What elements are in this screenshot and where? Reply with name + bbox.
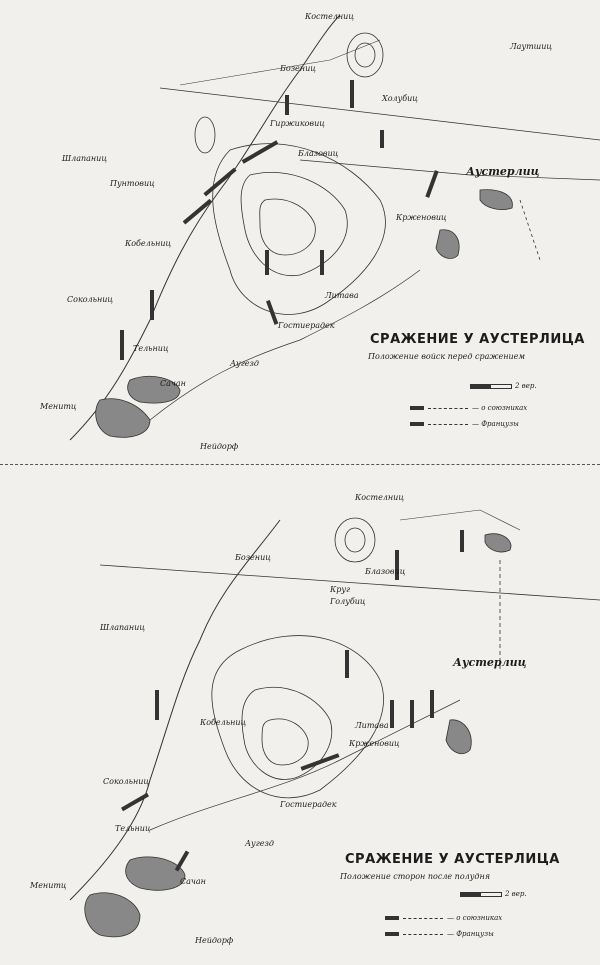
place-telnitz: Тельниц [133,344,169,353]
place-lautschitz: Лаутшиц [510,42,552,51]
place-bosenitz: Бозениц [280,64,316,73]
place-neudorf: Нейдорф [200,442,239,451]
place-bosenitz-b: Бозениц [235,553,271,562]
place-aujezd: Аугезд [230,359,259,368]
place-aujezd-b: Аугезд [245,839,274,848]
place-telnitz-b: Тельниц [115,824,151,833]
top-legend-french: — Французы [410,420,519,428]
allies-bar-icon [385,916,399,920]
place-krzenowitz-b: Крженовиц [349,739,400,748]
scale-label: 2 вер. [505,890,527,898]
place-gostieradek: Гостиерадек [278,321,335,330]
scale-bar [470,384,512,389]
scale-bar [460,892,502,897]
place-menitz-b: Менитц [30,881,67,890]
place-blaziowitz-b: Блазовиц [365,567,406,576]
top-legend-allies: — о союзниках [410,404,527,412]
place-krug-b: Круг [330,585,350,594]
place-puntowitz: Пунтовиц [110,179,155,188]
scale-label: 2 вер. [515,382,537,390]
place-holubitz-b: Голубиц [330,597,366,606]
french-bar-icon [410,422,424,426]
place-satschan-b: Сачан [180,877,206,886]
bottom-map-units [121,530,464,872]
place-blaziowitz: Блазовиц [298,149,339,158]
top-map-terrain [70,12,600,440]
place-litawa: Литава [325,291,359,300]
place-holubitz: Холубиц [382,94,418,103]
place-austerlitz: Аустерлиц [466,165,540,178]
place-kobelnitz: Костелниц [305,12,354,21]
place-schlapanitz: Шлапаниц [62,154,107,163]
place-litawa-b: Литава [355,721,389,730]
place-sokolnitz: Сокольниц [67,295,113,304]
place-kobelnitz2-b: Кобельниц [200,718,247,727]
place-hostieradek-b: Гостиерадек [280,800,337,809]
place-krzenowitz: Крженовиц [396,213,447,222]
top-map-scale [470,382,537,390]
place-schlapanitz-b: Шлапаниц [100,623,145,632]
bottom-map-scale [460,890,527,898]
french-bar-icon [385,932,399,936]
map-divider [0,464,600,465]
place-austerlitz-b: Аустерлиц [453,656,527,669]
place-kobelnitz-2: Кобельниц [125,239,172,248]
place-menitz: Менитц [40,402,77,411]
allies-bar-icon [410,406,424,410]
bottom-map-subtitle: Положение сторон после полудня [340,872,491,881]
bottom-legend-french: — Французы [385,930,494,938]
place-girzikowitz: Гиржиковиц [270,119,325,128]
place-sokolnitz-b: Сокольниц [103,777,149,786]
place-kobelnitz-b: Костелниц [355,493,404,502]
top-map-subtitle: Положение войск перед сражением [368,352,525,361]
place-satschan: Сачан [160,379,186,388]
bottom-map-title: СРАЖЕНИЕ У АУСТЕРЛИЦА [345,852,560,867]
bottom-map-terrain [70,510,600,937]
bottom-legend-allies: — о союзниках [385,914,502,922]
top-map-title: СРАЖЕНИЕ У АУСТЕРЛИЦА [370,332,585,347]
place-neudorf-b: Нейдорф [195,936,234,945]
